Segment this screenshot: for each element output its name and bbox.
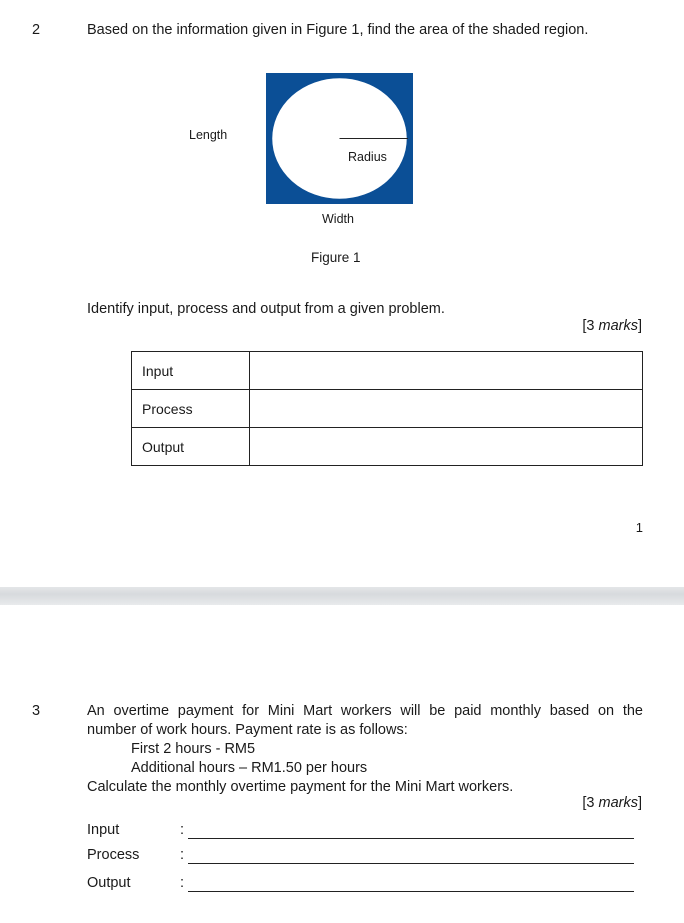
process-answer-line[interactable] <box>188 863 634 864</box>
question-3-marks: [3 marks] <box>582 795 642 811</box>
table-row-label: Input <box>132 352 250 390</box>
ipo-answer-table <box>131 351 643 466</box>
table-row-label: Output <box>132 428 250 466</box>
figure-radius-label: Radius <box>348 150 387 164</box>
question-3-line-1: An overtime payment for Mini Mart workers will be paid monthly based on the <box>87 703 643 719</box>
table-row <box>132 390 643 428</box>
question-2-instruction: Identify input, process and output from a given problem. <box>87 301 445 317</box>
table-row-label: Process <box>132 390 250 428</box>
table-row <box>132 428 643 466</box>
output-answer-line[interactable] <box>188 891 634 892</box>
page-separator <box>0 587 684 605</box>
field-label: Output <box>87 875 131 891</box>
question-3-prompt: Calculate the monthly overtime payment for the Mini Mart workers. <box>87 779 514 795</box>
input-answer-cell[interactable] <box>250 352 643 390</box>
rate-additional-hours: Additional hours – RM1.50 per hours <box>131 760 368 776</box>
page-number: 1 <box>635 520 643 535</box>
field-label: Process <box>87 847 140 863</box>
figure-width-label: Width <box>322 212 354 226</box>
figure-length-label: Length <box>189 128 228 142</box>
rate-first-hours: First 2 hours - RM5 <box>131 741 256 757</box>
field-colon: : <box>180 847 185 863</box>
table-row <box>132 352 643 390</box>
field-label: Input <box>87 822 120 838</box>
field-colon: : <box>180 822 185 838</box>
question-2-marks: [3 marks] <box>582 318 642 334</box>
question-3-line-2: number of work hours. Payment rate is as follows: <box>87 722 408 738</box>
figure-caption: Figure 1 <box>311 250 361 265</box>
input-answer-line[interactable] <box>188 838 634 839</box>
question-2-number: 2 <box>32 22 41 38</box>
figure-1-diagram <box>266 73 413 204</box>
field-colon: : <box>180 875 185 891</box>
process-answer-cell[interactable] <box>250 390 643 428</box>
question-2-text: Based on the information given in Figure 1, find the area of the shaded region. <box>87 22 589 38</box>
question-3-number: 3 <box>32 703 41 719</box>
output-answer-cell[interactable] <box>250 428 643 466</box>
